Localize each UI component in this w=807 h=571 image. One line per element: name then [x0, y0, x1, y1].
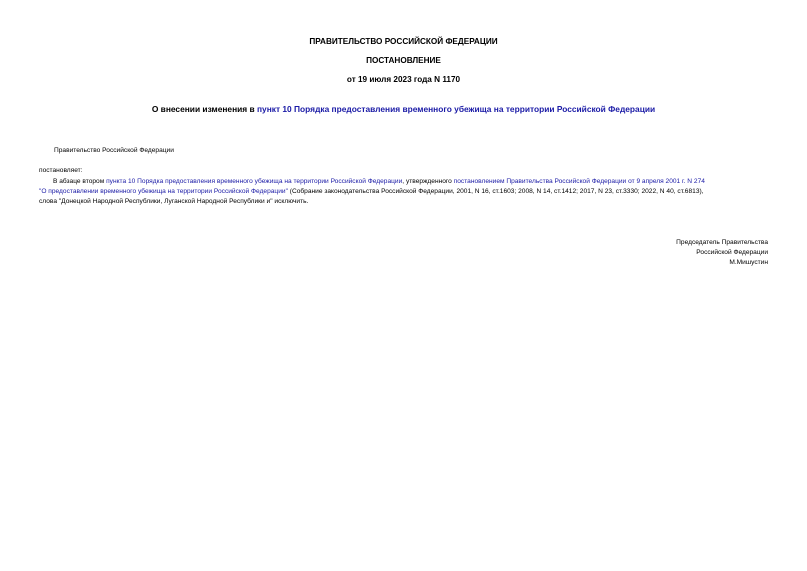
resolution-title-link[interactable]: "О предоставлении временного убежища на территории Российской Федерации" — [39, 188, 288, 195]
decree-word: постановляет: — [39, 167, 83, 174]
body-line-3: слова "Донецкой Народной Республики, Луганской Народной Республики и" исключить. — [39, 198, 309, 205]
body-text: (Собрание законодательства Российской Федерации, 2001, N 16, ст.1603; 2008, N 14, ст.1412; 2017, N 23, ст.3330; 2022, N 40, ст.6813), — [287, 188, 704, 195]
resolution-link[interactable]: постановлением Правительства Российской Федерации от 9 апреля 2001 г. N 274 — [453, 178, 705, 185]
title-prefix: О внесении изменения в — [151, 104, 257, 114]
signature-organization: Российской Федерации — [696, 249, 768, 256]
body-text: , утвержденного — [402, 178, 454, 185]
clause-link[interactable]: пункта 10 Порядка предоставления временного убежища на территории Российской Федерации — [106, 178, 403, 185]
document-type-heading: ПОСТАНОВЛЕНИЕ — [366, 56, 441, 65]
issuer-heading: ПРАВИТЕЛЬСТВО РОССИЙСКОЙ ФЕДЕРАЦИИ — [309, 37, 498, 46]
body-line-2 — [39, 187, 704, 198]
signature-position: Председатель Правительства — [676, 239, 768, 246]
signature-name: М.Мишустин — [729, 259, 768, 266]
title-link[interactable]: пункт 10 Порядка предоставления временного убежища на территории Российской Федерации — [257, 104, 656, 114]
document-date-number: от 19 июля 2023 года N 1170 — [346, 75, 461, 84]
document-title — [0, 104, 807, 115]
body-text: В абзаце втором — [53, 178, 107, 185]
government-line: Правительство Российской Федерации — [54, 147, 174, 154]
body-line-1 — [39, 177, 705, 188]
